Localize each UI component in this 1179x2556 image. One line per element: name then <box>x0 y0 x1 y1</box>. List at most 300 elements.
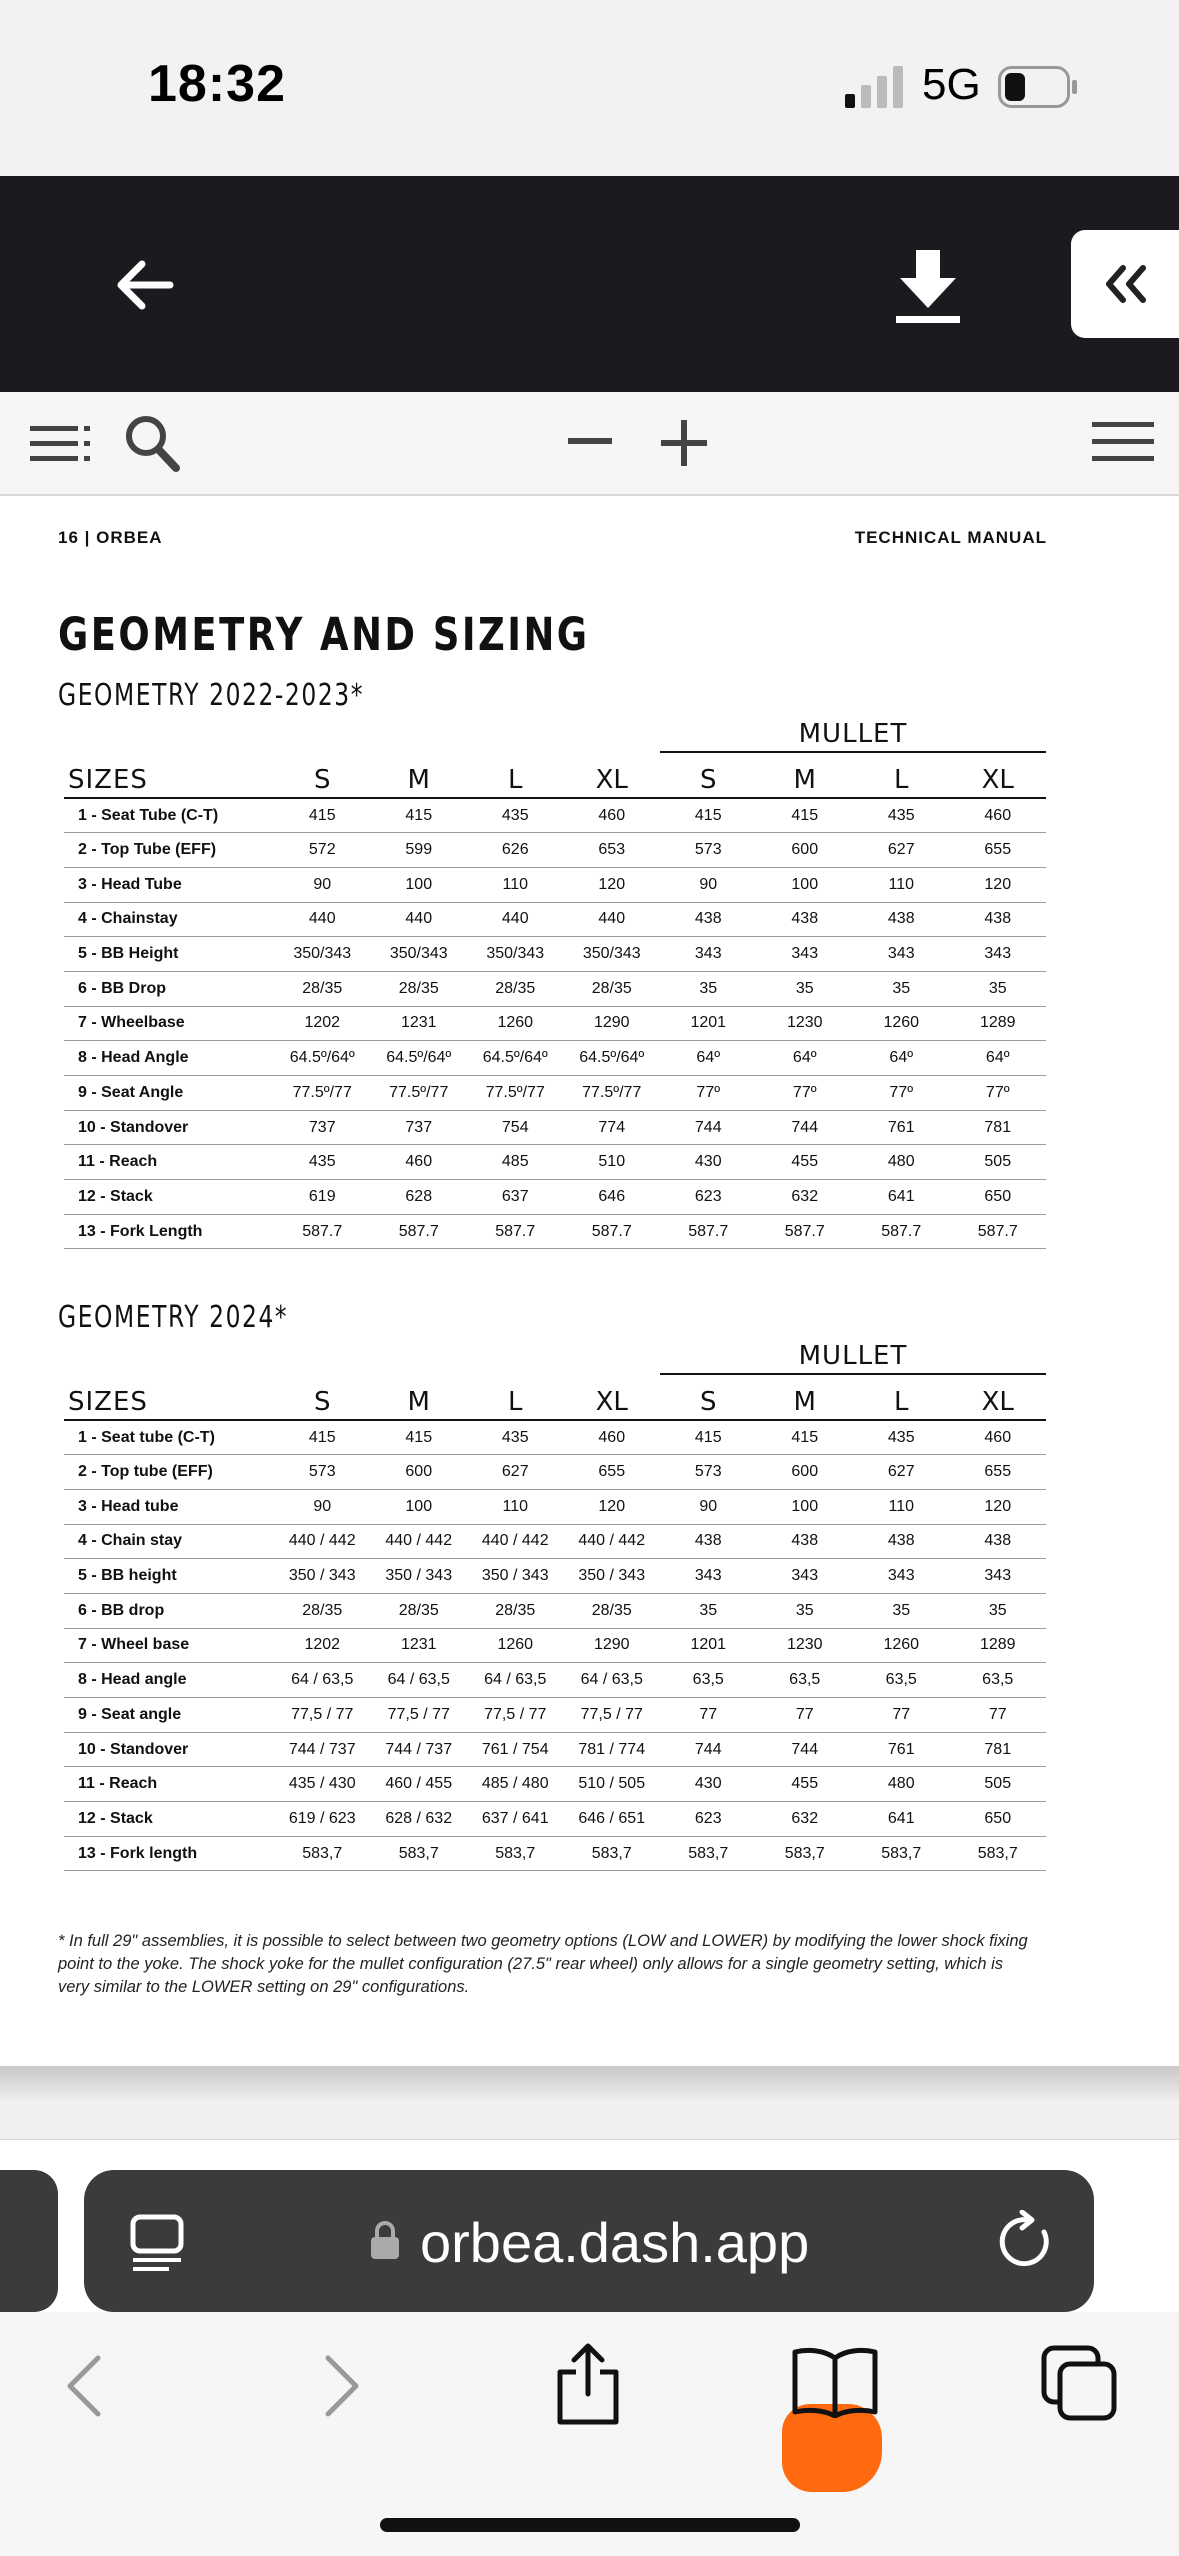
table-cell: 28/35 <box>467 1593 564 1628</box>
column-header: M <box>757 752 854 798</box>
table-cell: 626 <box>467 833 564 868</box>
network-type: 5G <box>922 60 981 109</box>
search-icon[interactable] <box>122 412 182 474</box>
table-cell: 77º <box>950 1076 1047 1111</box>
table-cell: 28/35 <box>564 971 661 1006</box>
table-cell: 77,5 / 77 <box>564 1698 661 1733</box>
table-cell: 641 <box>853 1802 950 1837</box>
table-cell: 583,7 <box>757 1836 854 1871</box>
book-icon[interactable] <box>790 2346 880 2418</box>
table-row <box>64 1180 1046 1215</box>
table-cell: 480 <box>853 1767 950 1802</box>
row-label: 5 - BB Height <box>64 937 274 972</box>
row-label: 1 - Seat tube (C-T) <box>64 1420 274 1455</box>
table-cell: 744 / 737 <box>274 1732 371 1767</box>
table-row <box>64 1214 1046 1249</box>
table-cell: 485 <box>467 1145 564 1180</box>
row-label: 11 - Reach <box>64 1767 274 1802</box>
table-cell: 761 / 754 <box>467 1732 564 1767</box>
table-cell: 77.5º/77 <box>274 1076 371 1111</box>
row-label: 10 - Standover <box>64 1732 274 1767</box>
table-cell: 781 <box>950 1732 1047 1767</box>
tabs-icon[interactable] <box>1040 2344 1120 2424</box>
table-cell: 64º <box>950 1041 1047 1076</box>
table-cell: 1260 <box>467 1006 564 1041</box>
table-cell: 440 / 442 <box>564 1524 661 1559</box>
table-cell: 627 <box>467 1455 564 1490</box>
page-header-left: 16 | ORBEA <box>58 528 163 547</box>
column-header: XL <box>950 1374 1047 1420</box>
table-cell: 623 <box>660 1802 757 1837</box>
table-cell: 650 <box>950 1802 1047 1837</box>
table-cell: 440 <box>371 902 468 937</box>
table-cell: 438 <box>853 1524 950 1559</box>
table-cell: 77 <box>757 1698 854 1733</box>
row-label: 9 - Seat Angle <box>64 1076 274 1111</box>
mullet-label: MULLET <box>660 712 1046 752</box>
table-title: GEOMETRY 2022-2023* <box>58 678 364 713</box>
sizes-header-row <box>64 752 1046 798</box>
table-cell: 510 / 505 <box>564 1767 661 1802</box>
table-cell: 744 <box>660 1732 757 1767</box>
table-row <box>64 1041 1046 1076</box>
mullet-header-row <box>64 1334 1046 1374</box>
row-label: 7 - Wheel base <box>64 1628 274 1663</box>
table-cell: 35 <box>853 1593 950 1628</box>
table-cell: 1230 <box>757 1628 854 1663</box>
table-row <box>64 1524 1046 1559</box>
table-cell: 505 <box>950 1767 1047 1802</box>
page-shadow <box>0 2066 1179 2100</box>
table-cell: 350 / 343 <box>274 1559 371 1594</box>
row-label: 1 - Seat Tube (C-T) <box>64 798 274 833</box>
table-row <box>64 1006 1046 1041</box>
table-cell: 350/343 <box>274 937 371 972</box>
table-cell: 583,7 <box>853 1836 950 1871</box>
table-cell: 628 <box>371 1180 468 1215</box>
table-cell: 627 <box>853 1455 950 1490</box>
row-label: 9 - Seat angle <box>64 1698 274 1733</box>
table-cell: 77 <box>660 1698 757 1733</box>
row-label: 13 - Fork length <box>64 1836 274 1871</box>
table-cell: 77,5 / 77 <box>467 1698 564 1733</box>
table-cell: 120 <box>950 867 1047 902</box>
table-cell: 641 <box>853 1180 950 1215</box>
table-cell: 637 / 641 <box>467 1802 564 1837</box>
table-row <box>64 1732 1046 1767</box>
table-cell: 77º <box>660 1076 757 1111</box>
table-cell: 343 <box>950 1559 1047 1594</box>
table-cell: 64.5º/64º <box>371 1041 468 1076</box>
table-cell: 455 <box>757 1145 854 1180</box>
table-cell: 438 <box>950 1524 1047 1559</box>
table-cell: 623 <box>660 1180 757 1215</box>
geometry-table-2024 <box>64 1334 1046 1871</box>
table-cell: 1290 <box>564 1628 661 1663</box>
row-label: 4 - Chainstay <box>64 902 274 937</box>
table-cell: 343 <box>660 937 757 972</box>
row-label: 6 - BB Drop <box>64 971 274 1006</box>
table-cell: 435 <box>853 798 950 833</box>
table-row <box>64 1559 1046 1594</box>
table-cell: 587.7 <box>757 1214 854 1249</box>
table-cell: 460 <box>950 798 1047 833</box>
page-gap <box>0 2100 1179 2140</box>
plus-icon[interactable] <box>661 420 707 466</box>
table-cell: 460 <box>564 1420 661 1455</box>
table-cell: 77.5º/77 <box>467 1076 564 1111</box>
table-cell: 485 / 480 <box>467 1767 564 1802</box>
chevron-left-icon[interactable] <box>64 2354 104 2418</box>
table-cell: 64 / 63,5 <box>371 1663 468 1698</box>
table-cell: 28/35 <box>371 971 468 1006</box>
table-cell: 110 <box>467 1489 564 1524</box>
status-time: 18:32 <box>148 55 286 113</box>
table-cell: 1260 <box>853 1006 950 1041</box>
page-header-right: TECHNICAL MANUAL <box>854 528 1047 547</box>
footnote: * In full 29" assemblies, it is possible to select between two geometry options (LOW and LOWER) by modifying the lower shock fixing point to the yoke. The shock yoke for the mullet configuration (27.5" rear wheel) only allows for a single geometry setting, which is very similar to the LOWER setting on 29" configurations. <box>58 1932 1028 1996</box>
double-chevron-left-icon <box>1101 262 1151 306</box>
row-label: 4 - Chain stay <box>64 1524 274 1559</box>
table-row <box>64 833 1046 868</box>
table-cell: 100 <box>371 867 468 902</box>
table-cell: 90 <box>274 867 371 902</box>
table-cell: 583,7 <box>950 1836 1047 1871</box>
table-cell: 646 <box>564 1180 661 1215</box>
reader-mode-icon[interactable] <box>130 2214 184 2272</box>
table-cell: 1289 <box>950 1006 1047 1041</box>
row-label: 8 - Head Angle <box>64 1041 274 1076</box>
pdf-toolbar <box>0 392 1179 496</box>
table-cell: 100 <box>757 1489 854 1524</box>
table-cell: 110 <box>853 867 950 902</box>
row-label: 12 - Stack <box>64 1180 274 1215</box>
table-cell: 744 <box>757 1110 854 1145</box>
table-row <box>64 798 1046 833</box>
table-cell: 761 <box>853 1732 950 1767</box>
table-cell: 35 <box>757 971 854 1006</box>
table-row <box>64 902 1046 937</box>
table-row <box>64 1145 1046 1180</box>
table-row <box>64 937 1046 972</box>
table-cell: 343 <box>660 1559 757 1594</box>
table-cell: 619 / 623 <box>274 1802 371 1837</box>
home-indicator <box>380 2518 800 2532</box>
table-cell: 64.5º/64º <box>467 1041 564 1076</box>
table-cell: 77.5º/77 <box>371 1076 468 1111</box>
table-cell: 100 <box>371 1489 468 1524</box>
previous-tab-preview[interactable] <box>0 2170 58 2312</box>
table-cell: 587.7 <box>660 1214 757 1249</box>
table-row <box>64 1110 1046 1145</box>
mullet-header-row <box>64 712 1046 752</box>
table-cell: 64 / 63,5 <box>274 1663 371 1698</box>
table-cell: 435 <box>853 1420 950 1455</box>
table-cell: 587.7 <box>950 1214 1047 1249</box>
table-cell: 1260 <box>467 1628 564 1663</box>
table-cell: 35 <box>660 971 757 1006</box>
table-cell: 435 / 430 <box>274 1767 371 1802</box>
download-icon[interactable] <box>890 246 966 326</box>
table-cell: 761 <box>853 1110 950 1145</box>
arrow-left-icon[interactable] <box>110 250 180 320</box>
table-cell: 415 <box>757 1420 854 1455</box>
table-cell: 77º <box>853 1076 950 1111</box>
table-cell: 583,7 <box>660 1836 757 1871</box>
table-cell: 350/343 <box>371 937 468 972</box>
row-label: 3 - Head Tube <box>64 867 274 902</box>
row-label: 6 - BB drop <box>64 1593 274 1628</box>
table-cell: 435 <box>467 798 564 833</box>
table-cell: 90 <box>660 867 757 902</box>
table-row <box>64 971 1046 1006</box>
reload-icon[interactable] <box>998 2210 1056 2272</box>
table-cell: 430 <box>660 1767 757 1802</box>
column-header: XL <box>564 1374 661 1420</box>
outline-list-icon[interactable] <box>30 422 92 466</box>
table-cell: 599 <box>371 833 468 868</box>
table-cell: 440 / 442 <box>274 1524 371 1559</box>
table-cell: 28/35 <box>371 1593 468 1628</box>
table-cell: 1230 <box>757 1006 854 1041</box>
table-cell: 35 <box>950 1593 1047 1628</box>
table-cell: 1201 <box>660 1006 757 1041</box>
status-bar <box>0 0 1179 176</box>
table-cell: 655 <box>950 833 1047 868</box>
table-cell: 415 <box>274 798 371 833</box>
table-cell: 90 <box>660 1489 757 1524</box>
table-cell: 632 <box>757 1802 854 1837</box>
table-cell: 573 <box>660 1455 757 1490</box>
table-cell: 438 <box>757 1524 854 1559</box>
table-cell: 415 <box>371 1420 468 1455</box>
table-cell: 440 / 442 <box>371 1524 468 1559</box>
column-header: M <box>757 1374 854 1420</box>
table-cell: 343 <box>757 937 854 972</box>
table-row <box>64 867 1046 902</box>
row-label: 13 - Fork Length <box>64 1214 274 1249</box>
table-row <box>64 1593 1046 1628</box>
table-cell: 583,7 <box>371 1836 468 1871</box>
table-cell: 744 <box>757 1732 854 1767</box>
table-cell: 64 / 63,5 <box>467 1663 564 1698</box>
table-cell: 628 / 632 <box>371 1802 468 1837</box>
row-label: 12 - Stack <box>64 1802 274 1837</box>
table-cell: 460 <box>950 1420 1047 1455</box>
table-cell: 90 <box>274 1489 371 1524</box>
table-cell: 120 <box>950 1489 1047 1524</box>
table-cell: 587.7 <box>467 1214 564 1249</box>
table-cell: 600 <box>757 1455 854 1490</box>
row-label: 3 - Head tube <box>64 1489 274 1524</box>
table-cell: 583,7 <box>274 1836 371 1871</box>
table-cell: 460 <box>564 798 661 833</box>
column-header: M <box>371 752 468 798</box>
page-title: GEOMETRY AND SIZING <box>58 608 590 661</box>
hamburger-icon[interactable] <box>1092 420 1154 464</box>
table-cell: 587.7 <box>274 1214 371 1249</box>
table-cell: 35 <box>757 1593 854 1628</box>
column-header: L <box>853 1374 950 1420</box>
table-cell: 343 <box>853 937 950 972</box>
table-cell: 63,5 <box>853 1663 950 1698</box>
table-cell: 655 <box>950 1455 1047 1490</box>
table-cell: 438 <box>660 902 757 937</box>
table-cell: 35 <box>853 971 950 1006</box>
table-cell: 653 <box>564 833 661 868</box>
signal-strength-icon <box>845 66 907 108</box>
table-cell: 350/343 <box>467 937 564 972</box>
table-cell: 64.5º/64º <box>274 1041 371 1076</box>
table-cell: 583,7 <box>467 1836 564 1871</box>
table-cell: 28/35 <box>274 1593 371 1628</box>
table-cell: 64º <box>660 1041 757 1076</box>
row-label: 10 - Standover <box>64 1110 274 1145</box>
row-label: 2 - Top tube (EFF) <box>64 1455 274 1490</box>
table-cell: 737 <box>274 1110 371 1145</box>
table-cell: 737 <box>371 1110 468 1145</box>
share-icon[interactable] <box>554 2342 622 2426</box>
table-cell: 350/343 <box>564 937 661 972</box>
column-header: S <box>274 1374 371 1420</box>
lock-icon <box>370 2220 400 2260</box>
geometry-table-2022-2023 <box>64 712 1046 1249</box>
table-cell: 438 <box>853 902 950 937</box>
table-cell: 744 <box>660 1110 757 1145</box>
mullet-label: MULLET <box>660 1334 1046 1374</box>
table-cell: 77.5º/77 <box>564 1076 661 1111</box>
table-cell: 415 <box>274 1420 371 1455</box>
column-header: S <box>274 752 371 798</box>
table-cell: 28/35 <box>467 971 564 1006</box>
table-cell: 627 <box>853 833 950 868</box>
table-cell: 1260 <box>853 1628 950 1663</box>
table-cell: 64 / 63,5 <box>564 1663 661 1698</box>
table-cell: 35 <box>660 1593 757 1628</box>
table-cell: 637 <box>467 1180 564 1215</box>
sizes-header-row <box>64 1374 1046 1420</box>
table-cell: 572 <box>274 833 371 868</box>
table-cell: 1202 <box>274 1006 371 1041</box>
table-cell: 1201 <box>660 1628 757 1663</box>
table-cell: 77 <box>853 1698 950 1733</box>
table-title: GEOMETRY 2024* <box>58 1300 289 1335</box>
table-cell: 655 <box>564 1455 661 1490</box>
table-cell: 120 <box>564 867 661 902</box>
table-cell: 744 / 737 <box>371 1732 468 1767</box>
minus-icon[interactable] <box>568 438 612 446</box>
table-row <box>64 1767 1046 1802</box>
table-cell: 350 / 343 <box>371 1559 468 1594</box>
table-cell: 600 <box>371 1455 468 1490</box>
table-cell: 77,5 / 77 <box>371 1698 468 1733</box>
table-cell: 63,5 <box>950 1663 1047 1698</box>
table-row <box>64 1455 1046 1490</box>
table-cell: 440 <box>564 902 661 937</box>
table-cell: 430 <box>660 1145 757 1180</box>
table-cell: 573 <box>660 833 757 868</box>
table-cell: 120 <box>564 1489 661 1524</box>
table-cell: 77 <box>950 1698 1047 1733</box>
table-cell: 781 / 774 <box>564 1732 661 1767</box>
table-cell: 435 <box>274 1145 371 1180</box>
table-cell: 460 / 455 <box>371 1767 468 1802</box>
table-row <box>64 1663 1046 1698</box>
table-cell: 110 <box>467 867 564 902</box>
table-row <box>64 1420 1046 1455</box>
collapse-panel-button[interactable] <box>1071 230 1179 338</box>
battery-icon <box>998 66 1078 108</box>
table-cell: 28/35 <box>274 971 371 1006</box>
row-label: 2 - Top Tube (EFF) <box>64 833 274 868</box>
table-cell: 343 <box>853 1559 950 1594</box>
chevron-right-icon[interactable] <box>322 2354 362 2418</box>
column-header: S <box>660 752 757 798</box>
column-header: L <box>853 752 950 798</box>
table-cell: 100 <box>757 867 854 902</box>
column-header: L <box>467 752 564 798</box>
row-label: 5 - BB height <box>64 1559 274 1594</box>
table-cell: 600 <box>757 833 854 868</box>
table-row <box>64 1836 1046 1871</box>
table-cell: 438 <box>660 1524 757 1559</box>
table-cell: 573 <box>274 1455 371 1490</box>
table-cell: 415 <box>660 1420 757 1455</box>
table-cell: 632 <box>757 1180 854 1215</box>
table-cell: 440 <box>467 902 564 937</box>
table-cell: 350 / 343 <box>564 1559 661 1594</box>
sizes-label: SIZES <box>64 1374 274 1420</box>
table-row <box>64 1076 1046 1111</box>
table-cell: 1289 <box>950 1628 1047 1663</box>
table-cell: 77,5 / 77 <box>274 1698 371 1733</box>
table-cell: 110 <box>853 1489 950 1524</box>
table-row <box>64 1628 1046 1663</box>
table-cell: 415 <box>371 798 468 833</box>
table-cell: 1231 <box>371 1628 468 1663</box>
table-cell: 350 / 343 <box>467 1559 564 1594</box>
table-row <box>64 1802 1046 1837</box>
table-cell: 415 <box>757 798 854 833</box>
table-cell: 587.7 <box>371 1214 468 1249</box>
column-header: M <box>371 1374 468 1420</box>
row-label: 7 - Wheelbase <box>64 1006 274 1041</box>
table-cell: 754 <box>467 1110 564 1145</box>
sizes-label: SIZES <box>64 752 274 798</box>
table-cell: 587.7 <box>853 1214 950 1249</box>
table-cell: 415 <box>660 798 757 833</box>
column-header: S <box>660 1374 757 1420</box>
table-cell: 510 <box>564 1145 661 1180</box>
table-cell: 646 / 651 <box>564 1802 661 1837</box>
table-cell: 343 <box>950 937 1047 972</box>
table-cell: 63,5 <box>757 1663 854 1698</box>
table-cell: 583,7 <box>564 1836 661 1871</box>
table-cell: 455 <box>757 1767 854 1802</box>
table-cell: 435 <box>467 1420 564 1455</box>
table-cell: 64º <box>757 1041 854 1076</box>
table-cell: 460 <box>371 1145 468 1180</box>
table-cell: 781 <box>950 1110 1047 1145</box>
table-cell: 64º <box>853 1041 950 1076</box>
table-cell: 438 <box>757 902 854 937</box>
table-cell: 343 <box>757 1559 854 1594</box>
table-cell: 587.7 <box>564 1214 661 1249</box>
table-cell: 77º <box>757 1076 854 1111</box>
row-label: 8 - Head angle <box>64 1663 274 1698</box>
url-text[interactable]: orbea.dash.app <box>420 2211 810 2274</box>
table-cell: 64.5º/64º <box>564 1041 661 1076</box>
